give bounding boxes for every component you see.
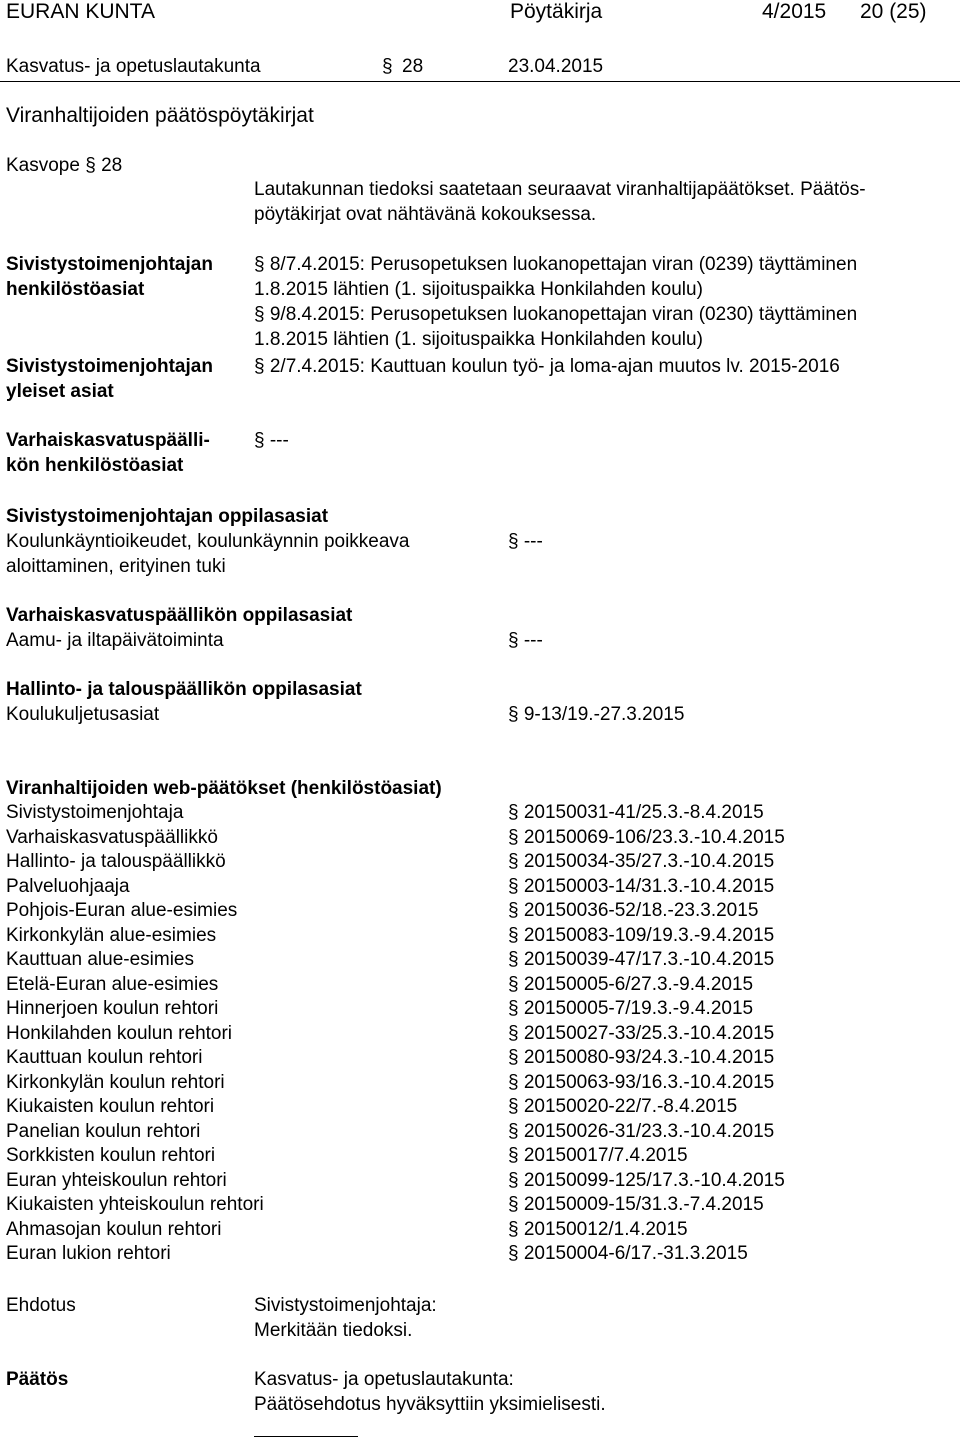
web-row-value: § 20150026-31/23.3.-10.4.2015 bbox=[508, 1121, 775, 1142]
page-title: Viranhaltijoiden päätöspöytäkirjat bbox=[6, 104, 314, 127]
section1-line2: 1.8.2015 lähtien (1. sijoituspaikka Honkilahden koulu) bbox=[254, 279, 703, 300]
signature-line bbox=[254, 1436, 358, 1437]
web-row-name: Pohjois-Euran alue-esimies bbox=[6, 900, 238, 921]
web-row-value: § 20150017/7.4.2015 bbox=[508, 1145, 688, 1166]
web-row-name: Honkilahden koulun rehtori bbox=[6, 1023, 233, 1044]
web-row-name: Sivistystoimenjohtaja bbox=[6, 802, 184, 823]
section1-line1: § 8/7.4.2015: Perusopetuksen luokanopettajan viran (0239) täyttäminen bbox=[254, 254, 858, 275]
oppilas1-heading: Sivistystoimenjohtajan oppilasasiat bbox=[6, 506, 329, 527]
web-row-value: § 20150036-52/18.-23.3.2015 bbox=[508, 900, 759, 921]
oppilas2-heading: Varhaiskasvatuspäällikön oppilasasiat bbox=[6, 605, 353, 626]
section2-label-line2: yleiset asiat bbox=[6, 381, 114, 402]
intro-line-2: pöytäkirjat ovat nähtävänä kokouksessa. bbox=[254, 204, 597, 225]
ehdotus-label: Ehdotus bbox=[6, 1295, 76, 1316]
web-row-name: Panelian koulun rehtori bbox=[6, 1121, 201, 1142]
oppilas3-value: § 9-13/19.-27.3.2015 bbox=[508, 704, 685, 725]
oppilas3-label: Koulukuljetusasiat bbox=[6, 704, 160, 725]
web-row-value: § 20150031-41/25.3.-8.4.2015 bbox=[508, 802, 764, 823]
oppilas2-value: § --- bbox=[508, 630, 543, 651]
web-row-name: Kirkonkylän alue-esimies bbox=[6, 925, 217, 946]
section-number: 28 bbox=[402, 56, 424, 77]
intro-line-1: Lautakunnan tiedoksi saatetaan seuraavat viranhaltijapäätökset. Päätös- bbox=[254, 179, 866, 200]
web-row-value: § 20150099-125/17.3.-10.4.2015 bbox=[508, 1170, 785, 1191]
web-decisions-heading: Viranhaltijoiden web-päätökset (henkilöstöasiat) bbox=[6, 778, 442, 799]
web-row-name: Kiukaisten yhteiskoulun rehtori bbox=[6, 1194, 264, 1215]
ehdotus-line2: Merkitään tiedoksi. bbox=[254, 1320, 413, 1341]
meeting-date: 23.04.2015 bbox=[508, 56, 604, 77]
web-row-name: Sorkkisten koulun rehtori bbox=[6, 1145, 216, 1166]
web-row-value: § 20150012/1.4.2015 bbox=[508, 1219, 688, 1240]
web-row-value: § 20150003-14/31.3.-10.4.2015 bbox=[508, 876, 775, 897]
board-name: Kasvatus- ja opetuslautakunta bbox=[6, 56, 261, 77]
oppilas1-label-line2: aloittaminen, erityinen tuki bbox=[6, 556, 226, 577]
web-row-value: § 20150005-7/19.3.-9.4.2015 bbox=[508, 998, 754, 1019]
section2-label-line1: Sivistystoimenjohtajan bbox=[6, 356, 213, 377]
header-divider bbox=[0, 81, 960, 82]
section2-line: § 2/7.4.2015: Kauttuan koulun työ- ja loma-ajan muutos lv. 2015-2016 bbox=[254, 356, 840, 377]
oppilas3-heading: Hallinto- ja talouspäällikön oppilasasiat bbox=[6, 679, 362, 700]
ehdotus-line1: Sivistystoimenjohtaja: bbox=[254, 1295, 437, 1316]
web-row-value: § 20150063-93/16.3.-10.4.2015 bbox=[508, 1072, 775, 1093]
web-row-value: § 20150034-35/27.3.-10.4.2015 bbox=[508, 851, 775, 872]
section1-line3: § 9/8.4.2015: Perusopetuksen luokanopettajan viran (0230) täyttäminen bbox=[254, 304, 858, 325]
page-number: 20 (25) bbox=[860, 0, 927, 23]
section3-label-line2: kön henkilöstöasiat bbox=[6, 455, 184, 476]
web-row-name: Kauttuan koulun rehtori bbox=[6, 1047, 203, 1068]
paatos-label: Päätös bbox=[6, 1369, 69, 1390]
web-row-name: Euran lukion rehtori bbox=[6, 1243, 171, 1264]
section-sign: § bbox=[382, 56, 393, 77]
web-row-value: § 20150080-93/24.3.-10.4.2015 bbox=[508, 1047, 775, 1068]
section1-label-line1: Sivistystoimenjohtajan bbox=[6, 254, 213, 275]
paatos-line2: Päätösehdotus hyväksyttiin yksimielisesti. bbox=[254, 1394, 606, 1415]
web-row-value: § 20150027-33/25.3.-10.4.2015 bbox=[508, 1023, 775, 1044]
web-row-name: Kauttuan alue-esimies bbox=[6, 949, 194, 970]
section3-value: § --- bbox=[254, 430, 289, 451]
web-row-value: § 20150020-22/7.-8.4.2015 bbox=[508, 1096, 738, 1117]
oppilas1-label-line1: Koulunkäyntioikeudet, koulunkäynnin poikkeava bbox=[6, 531, 410, 552]
municipality-name: EURAN KUNTA bbox=[6, 0, 155, 23]
web-row-value: § 20150009-15/31.3.-7.4.2015 bbox=[508, 1194, 764, 1215]
web-row-name: Hinnerjoen koulun rehtori bbox=[6, 998, 219, 1019]
web-row-name: Varhaiskasvatuspäällikkö bbox=[6, 827, 218, 848]
web-row-name: Kirkonkylän koulun rehtori bbox=[6, 1072, 225, 1093]
web-row-value: § 20150004-6/17.-31.3.2015 bbox=[508, 1243, 748, 1264]
oppilas1-value: § --- bbox=[508, 531, 543, 552]
section1-line4: 1.8.2015 lähtien (1. sijoituspaikka Honkilahden koulu) bbox=[254, 329, 703, 350]
web-row-name: Ahmasojan koulun rehtori bbox=[6, 1219, 222, 1240]
web-row-name: Kiukaisten koulun rehtori bbox=[6, 1096, 215, 1117]
web-row-name: Euran yhteiskoulun rehtori bbox=[6, 1170, 227, 1191]
paatos-line1: Kasvatus- ja opetuslautakunta: bbox=[254, 1369, 514, 1390]
oppilas2-label: Aamu- ja iltapäivätoiminta bbox=[6, 630, 224, 651]
section1-label-line2: henkilöstöasiat bbox=[6, 279, 145, 300]
web-row-value: § 20150005-6/27.3.-9.4.2015 bbox=[508, 974, 754, 995]
web-row-name: Hallinto- ja talouspäällikkö bbox=[6, 851, 226, 872]
web-row-value: § 20150083-109/19.3.-9.4.2015 bbox=[508, 925, 775, 946]
kasvope-label: Kasvope § 28 bbox=[6, 155, 123, 176]
web-row-value: § 20150039-47/17.3.-10.4.2015 bbox=[508, 949, 775, 970]
web-row-value: § 20150069-106/23.3.-10.4.2015 bbox=[508, 827, 785, 848]
document-number: 4/2015 bbox=[762, 0, 827, 23]
document-type: Pöytäkirja bbox=[510, 0, 603, 23]
section3-label-line1: Varhaiskasvatuspäälli- bbox=[6, 430, 210, 451]
web-row-name: Etelä-Euran alue-esimies bbox=[6, 974, 219, 995]
web-row-name: Palveluohjaaja bbox=[6, 876, 130, 897]
